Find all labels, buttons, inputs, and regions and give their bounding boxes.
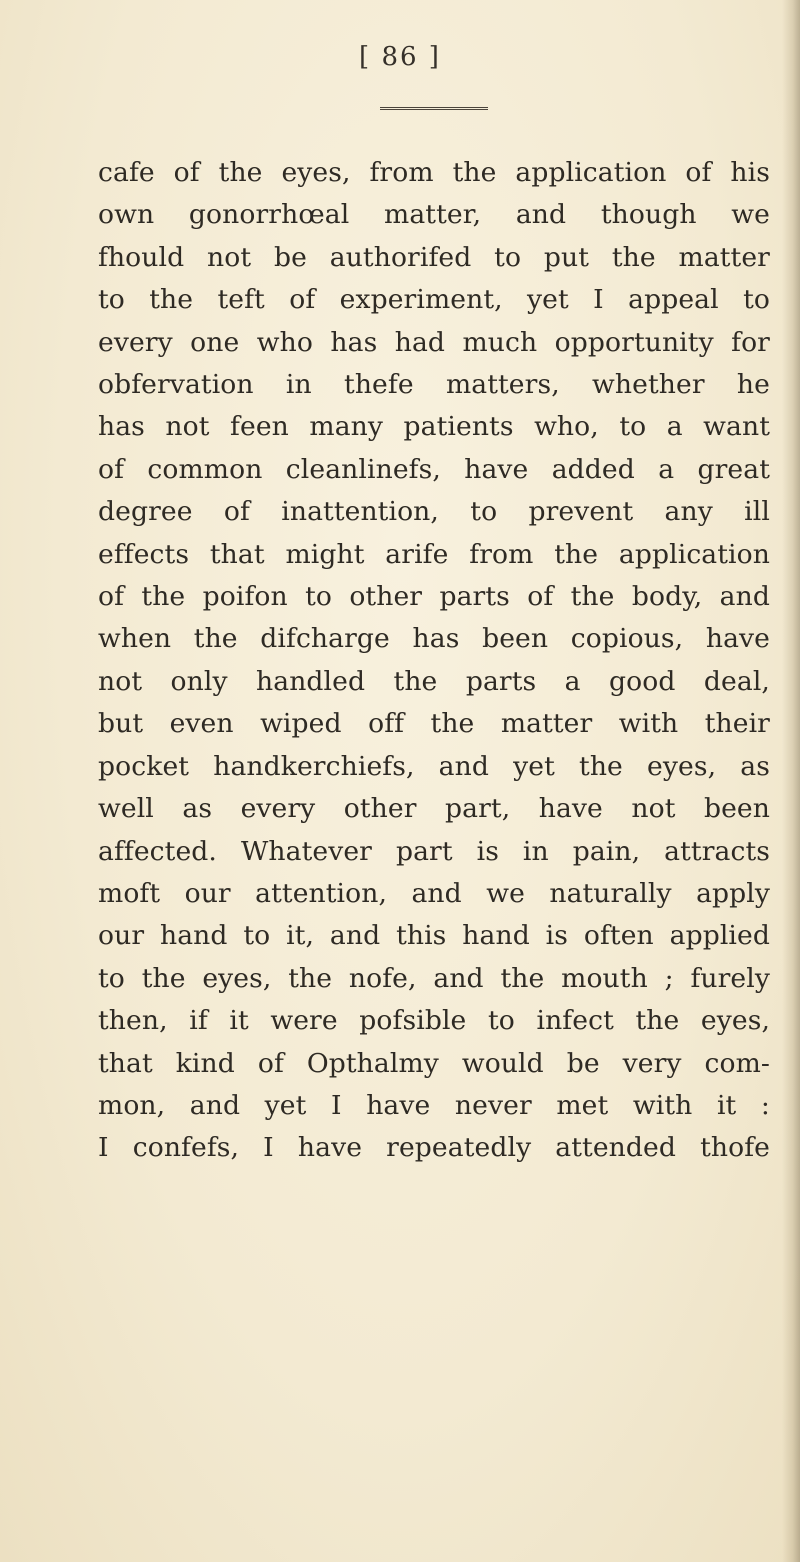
text-line: own gonorrhœal matter, and though we [98, 199, 770, 231]
text-line: effects that might arife from the application [98, 538, 770, 570]
body-text [98, 152, 770, 1170]
text-line: that kind of Opthalmy would be very com- [98, 1047, 770, 1079]
text-line: moft our attention, and we naturally apply [98, 877, 770, 909]
text-line: has not feen many patients who, to a want [98, 411, 770, 443]
text-line: well as every other part, have not been [98, 793, 770, 825]
text-line: affected. Whatever part is in pain, attracts [98, 835, 770, 867]
text-line: to the eyes, the nofe, and the mouth ; furely [98, 962, 770, 994]
text-line: obfervation in thefe matters, whether he [98, 369, 770, 401]
text-line: every one who has had much opportunity for [98, 326, 770, 358]
text-line: not only handled the parts a good deal, [98, 665, 770, 697]
text-line: I confefs, I have repeatedly attended thofe [98, 1132, 770, 1164]
text-line: but even wiped off the matter with their [98, 708, 770, 740]
page-number: [ 86 ] [359, 42, 441, 72]
text-line: fhould not be authorifed to put the matter [98, 241, 770, 273]
text-line: pocket handkerchiefs, and yet the eyes, as [98, 750, 770, 782]
text-line: cafe of the eyes, from the application of his [98, 157, 770, 188]
text-line: of common cleanlinefs, have added a great [98, 453, 770, 485]
text-line: to the teft of experiment, yet I appeal to [98, 284, 770, 316]
page-edge-shadow [782, 0, 800, 1562]
text-line: when the difcharge has been copious, have [98, 623, 770, 655]
text-line: mon, and yet I have never met with it : [98, 1089, 770, 1121]
text-line: of the poifon to other parts of the body, and [98, 581, 770, 613]
header-rule [380, 107, 488, 110]
text-line: degree of inattention, to prevent any ill [98, 496, 770, 528]
text-line: our hand to it, and this hand is often applied [98, 920, 770, 952]
text-line: then, if it were pofsible to infect the eyes, [98, 1005, 770, 1037]
